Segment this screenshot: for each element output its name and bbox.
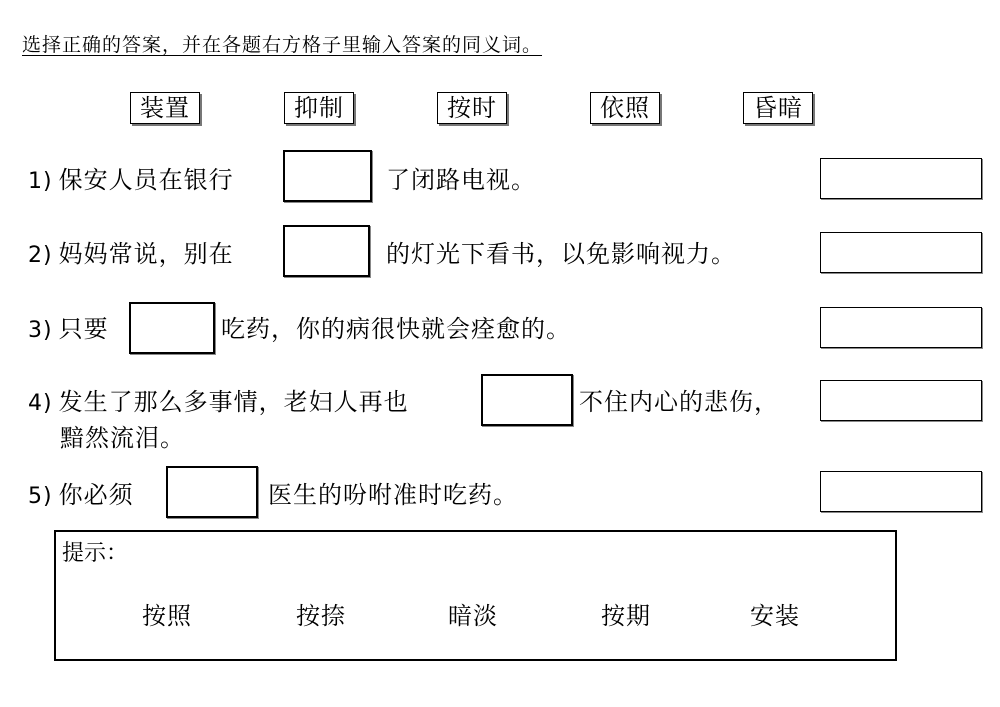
instructions: 选择正确的答案，并在各题右方格子里输入答案的同义词。 bbox=[22, 34, 543, 56]
question-text-after: 医生的吩咐准时吃药。 bbox=[268, 481, 518, 509]
choice-word-3[interactable]: 按时 bbox=[437, 92, 507, 124]
drop-blank-1[interactable] bbox=[283, 150, 372, 202]
synonym-answer-box-3[interactable] bbox=[820, 307, 982, 348]
drop-blank-2[interactable] bbox=[283, 225, 370, 277]
question-text-after: 的灯光下看书，以免影响视力。 bbox=[386, 240, 736, 268]
hint-word-1: 按照 bbox=[142, 602, 192, 630]
hint-word-4: 按期 bbox=[601, 602, 651, 630]
question-number: 1) bbox=[28, 169, 53, 194]
question-text-before: 你必须 bbox=[58, 481, 134, 509]
choice-word-4[interactable]: 依照 bbox=[590, 92, 660, 124]
question-5 bbox=[28, 479, 134, 513]
question-text-before: 发生了那么多事情，老妇人再也 bbox=[58, 388, 409, 416]
question-text-after: 吃药，你的病很快就会痊愈的。 bbox=[221, 315, 571, 343]
drop-blank-5[interactable] bbox=[166, 466, 258, 518]
question-number: 2) bbox=[28, 243, 53, 268]
question-text-before: 保安人员在银行 bbox=[58, 166, 234, 194]
synonym-answer-box-5[interactable] bbox=[820, 471, 982, 512]
question-1 bbox=[28, 164, 234, 198]
question-number: 3) bbox=[28, 318, 53, 343]
hint-title: 提示： bbox=[62, 541, 129, 566]
question-text-after: 不住内心的悲伤， bbox=[579, 388, 779, 416]
question-3 bbox=[28, 313, 109, 347]
hint-word-5: 安装 bbox=[750, 602, 800, 630]
choice-word-2[interactable]: 抑制 bbox=[284, 92, 354, 124]
drop-blank-3[interactable] bbox=[129, 302, 215, 354]
question-text-line2: 黯然流泪。 bbox=[60, 424, 185, 452]
hint-word-2: 按捺 bbox=[296, 602, 346, 630]
question-number: 5) bbox=[28, 484, 53, 509]
question-text-before: 妈妈常说，别在 bbox=[58, 240, 234, 268]
question-text-after: 了闭路电视。 bbox=[386, 166, 536, 194]
choice-word-5[interactable]: 昏暗 bbox=[743, 92, 813, 124]
synonym-answer-box-1[interactable] bbox=[820, 158, 982, 199]
synonym-answer-box-2[interactable] bbox=[820, 232, 982, 273]
question-text-before: 只要 bbox=[58, 315, 109, 343]
hint-word-3: 暗淡 bbox=[448, 602, 498, 630]
question-4 bbox=[28, 386, 409, 420]
synonym-answer-box-4[interactable] bbox=[820, 380, 982, 421]
choice-word-1[interactable]: 装置 bbox=[130, 92, 200, 124]
question-number: 4) bbox=[28, 391, 53, 416]
drop-blank-4[interactable] bbox=[481, 374, 573, 426]
hint-box bbox=[54, 530, 897, 661]
question-2 bbox=[28, 238, 234, 272]
